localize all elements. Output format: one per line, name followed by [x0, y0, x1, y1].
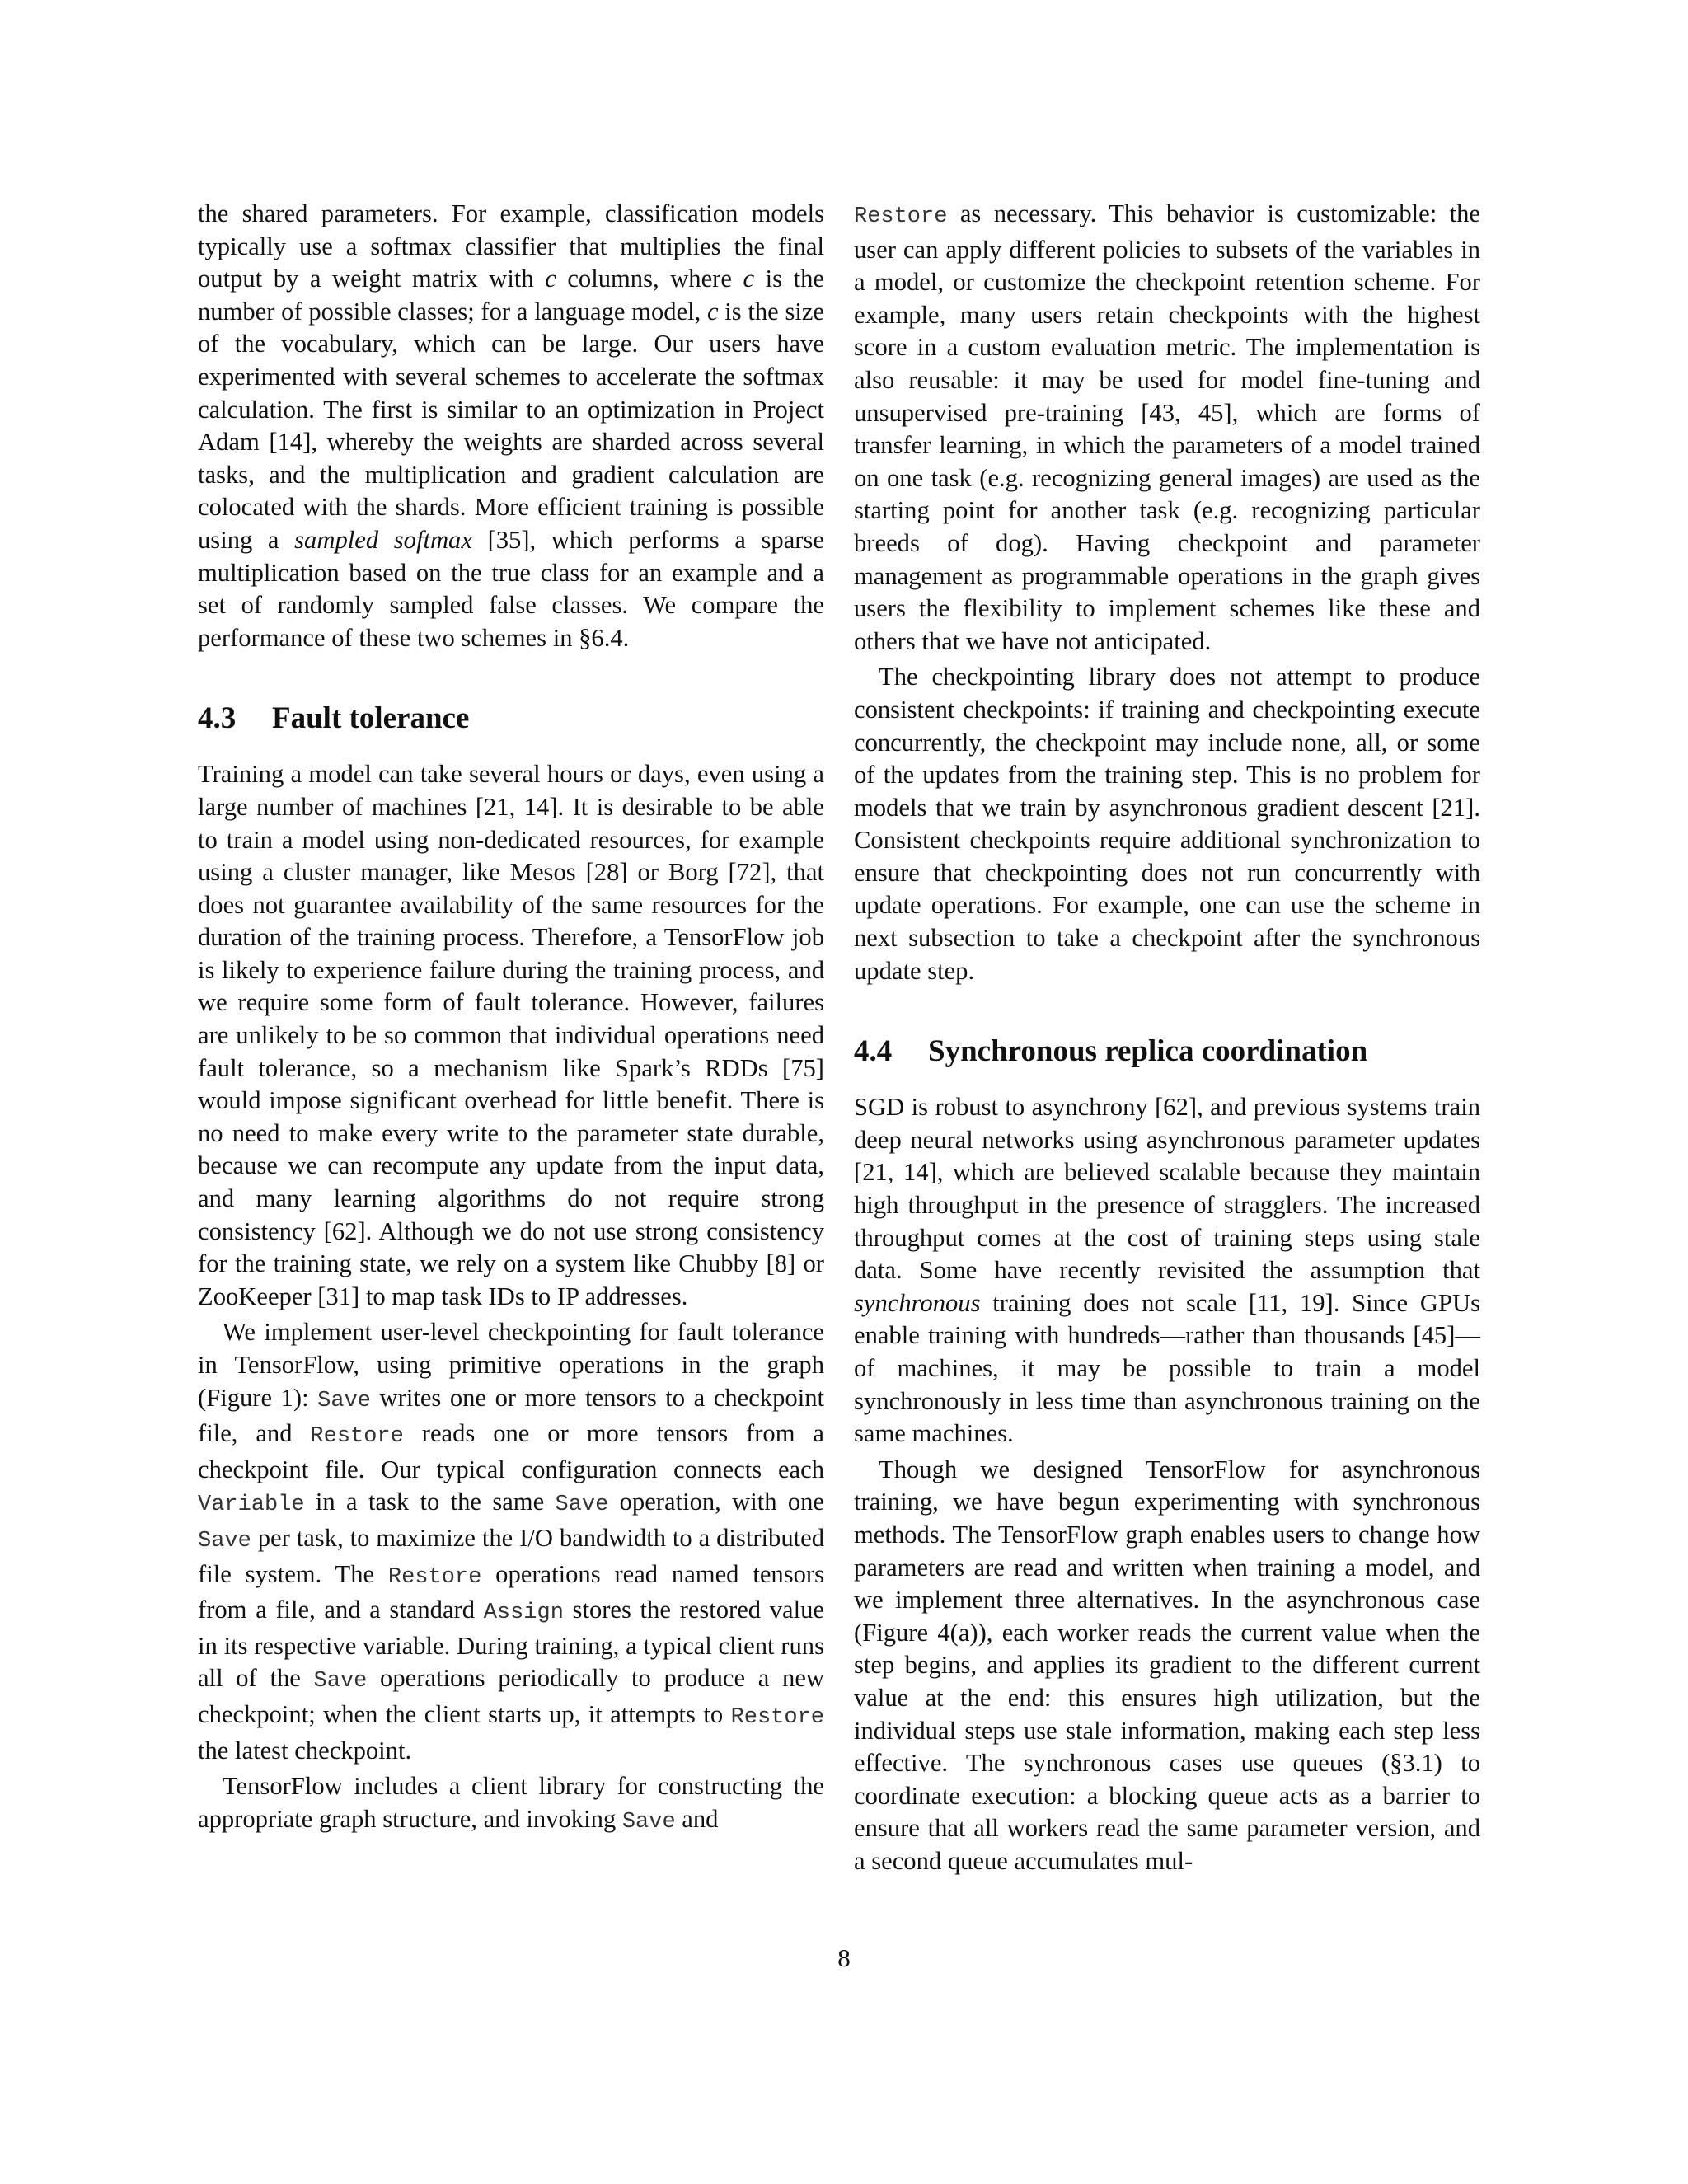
text-span: columns, where	[556, 265, 743, 293]
math-var-c: c	[743, 265, 755, 293]
text-span: the latest checkpoint.	[198, 1736, 412, 1765]
code-save: Save	[198, 1528, 251, 1554]
left-column	[198, 198, 824, 1839]
section-heading-synchronous-replica	[854, 1033, 1480, 1070]
text-span: operations read named tensors from a file, and a standard	[198, 1559, 824, 1624]
code-variable: Variable	[198, 1493, 305, 1518]
text-span: writes one or more tensors to a checkpoint file, and	[198, 1383, 824, 1448]
text-span: in a task to the same	[304, 1488, 556, 1516]
math-var-c: c	[707, 297, 719, 326]
paragraph-client-library	[198, 1770, 824, 1839]
math-var-c: c	[545, 265, 556, 293]
code-restore: Restore	[310, 1424, 404, 1450]
text-span: [35], which performs a sparse multiplication based on the true class for an example and a set of randomly sampled false classes. We compare the performance of these two schemes in §6.4.	[198, 525, 824, 652]
code-restore: Restore	[730, 1704, 824, 1730]
text-span: and	[675, 1804, 719, 1833]
section-title: Synchronous replica coordination	[928, 1034, 1368, 1069]
text-span: operation, with one	[608, 1488, 824, 1516]
paragraph-sgd-asynchrony	[854, 1091, 1480, 1451]
section-number: 4.4	[854, 1034, 893, 1069]
code-restore: Restore	[387, 1564, 482, 1590]
paragraph-restore-customizable	[854, 198, 1480, 658]
paragraph-fault-tolerance: Training a model can take several hours or days, even using a large number of machines [21, 14]. It is desirable to be able to train a model using non-dedicated resources, for example using a cluster manager, like Mesos [28] or Borg [72], that does not guarantee availability of the same resources for the duration of the training process. Therefore, a TensorFlow job is likely to experience failure during the training process, and we require some form of fault tolerance. However, failures are unlikely to be so common that individual operations need fault tolerance, so a mechanism like Spark’s RDDs [75] would impose significant overhead for little benefit. There is no need to make every write to the parameter state durable, because we can recompute any update from the input data, and many learning algorithms do not require strong consistency [62]. Although we do not use strong consistency for the training state, we rely on a system like Chubby [8] or ZooKeeper [31] to map task IDs to IP addresses.	[198, 760, 824, 1310]
page-number: 8	[837, 1943, 851, 1972]
text-span: training does not scale [11, 19]. Since GPUs enable training with hundreds—rather than thousands [45]—of machines, it may be possible to train a model synchronously in less time than asynchronous training on the same machines.	[854, 1288, 1480, 1448]
text-span: the shared parameters. For example, classification models typically use a softmax classifier that multiplies the final output by a weight matrix with	[198, 199, 824, 293]
code-save: Save	[555, 1493, 609, 1518]
code-save: Save	[317, 1388, 371, 1413]
text-span: per task, to maximize the I/O bandwidth to a distributed file system. The	[198, 1523, 824, 1588]
section-title: Fault tolerance	[272, 701, 470, 736]
text-span: TensorFlow includes a client library for constructing the appropriate graph structure, and invoking	[198, 1772, 824, 1833]
code-save: Save	[621, 1809, 676, 1835]
paragraph-softmax	[198, 198, 824, 654]
text-span: We implement user-level checkpointing for fault tolerance in TensorFlow, using primitive operations in the graph (Figure 1):	[198, 1318, 824, 1412]
code-assign: Assign	[483, 1601, 564, 1626]
code-restore: Restore	[854, 204, 948, 229]
text-span: as necessary. This behavior is customizable: the user can apply different policies to subsets of the variables in a model, or customize the checkpoint retention scheme. For example, many users retain checkpoints with the highest score in a custom evaluation metric. The implementation is also reusable: it may be used for model fine-tuning and unsupervised pre-training [43, 45], which are forms of transfer learning, in which the parameters of a model trained on one task (e.g. recognizing general images) are used as the starting point for another task (e.g. recognizing particular breeds of dog). Having checkpoint and parameter management as programmable operations in the graph gives users the flexibility to implement schemes like these and others that we have not anticipated.	[854, 199, 1480, 655]
text-span: SGD is robust to asynchrony [62], and previous systems train deep neural networks using asynchronous parameter updates [21, 14], which are believed scalable because they maintain high throughput in the presence of stragglers. The increased throughput comes at the cost of training steps using stale data. Some have recently revisited the assumption that	[854, 1093, 1480, 1285]
paragraph-consistent-checkpoints: The checkpointing library does not attempt to produce consistent checkpoints: if training and checkpointing execute concurrently, the checkpoint may include none, all, or some of the updates from the training step. This is no problem for models that we train by asynchronous gradient descent [21]. Consistent checkpoints require additional synchronization to ensure that checkpointing does not run concurrently with update operations. For example, one can use the scheme in next subsection to take a checkpoint after the synchronous update step.	[854, 663, 1480, 985]
emphasis-synchronous: synchronous	[854, 1288, 981, 1317]
right-column	[854, 198, 1480, 1878]
paragraph-checkpointing	[198, 1316, 824, 1767]
text-span: reads one or more tensors from a checkpoint file. Our typical configuration connects each	[198, 1419, 825, 1483]
paragraph-synchronous-methods: Though we designed TensorFlow for asynchronous training, we have begun experimenting with synchronous methods. The TensorFlow graph enables users to change how parameters are read and written when training a model, and we implement three alternatives. In the asynchronous case (Figure 4(a)), each worker reads the current value when the step begins, and applies its gradient to the different current value at the end: this ensures high utilization, but the individual steps use stale information, making each step less effective. The synchronous cases use queues (§3.1) to coordinate execution: a blocking queue acts as a barrier to ensure that all workers read the same parameter version, and a second queue accumulates mul-	[854, 1455, 1480, 1875]
section-number: 4.3	[198, 701, 237, 736]
code-save: Save	[313, 1669, 368, 1694]
text-span: is the size of the vocabulary, which can be large. Our users have experimented with several schemes to accelerate the softmax calculation. The first is similar to an optimization in Project Adam [14], whereby the weights are sharded across several tasks, and the multiplication and gradient calculation are colocated with the shards. More efficient training is possible using a	[198, 297, 825, 554]
text-span: stores the restored value in its respective variable. During training, a typical client runs all of the	[198, 1596, 824, 1693]
emphasis-sampled-softmax: sampled softmax	[294, 525, 472, 554]
text-span: operations periodically to produce a new checkpoint; when the client starts up, it attempts to	[198, 1664, 824, 1728]
text-span: is the number of possible classes; for a language model,	[198, 265, 824, 326]
section-heading-fault-tolerance	[198, 701, 824, 737]
